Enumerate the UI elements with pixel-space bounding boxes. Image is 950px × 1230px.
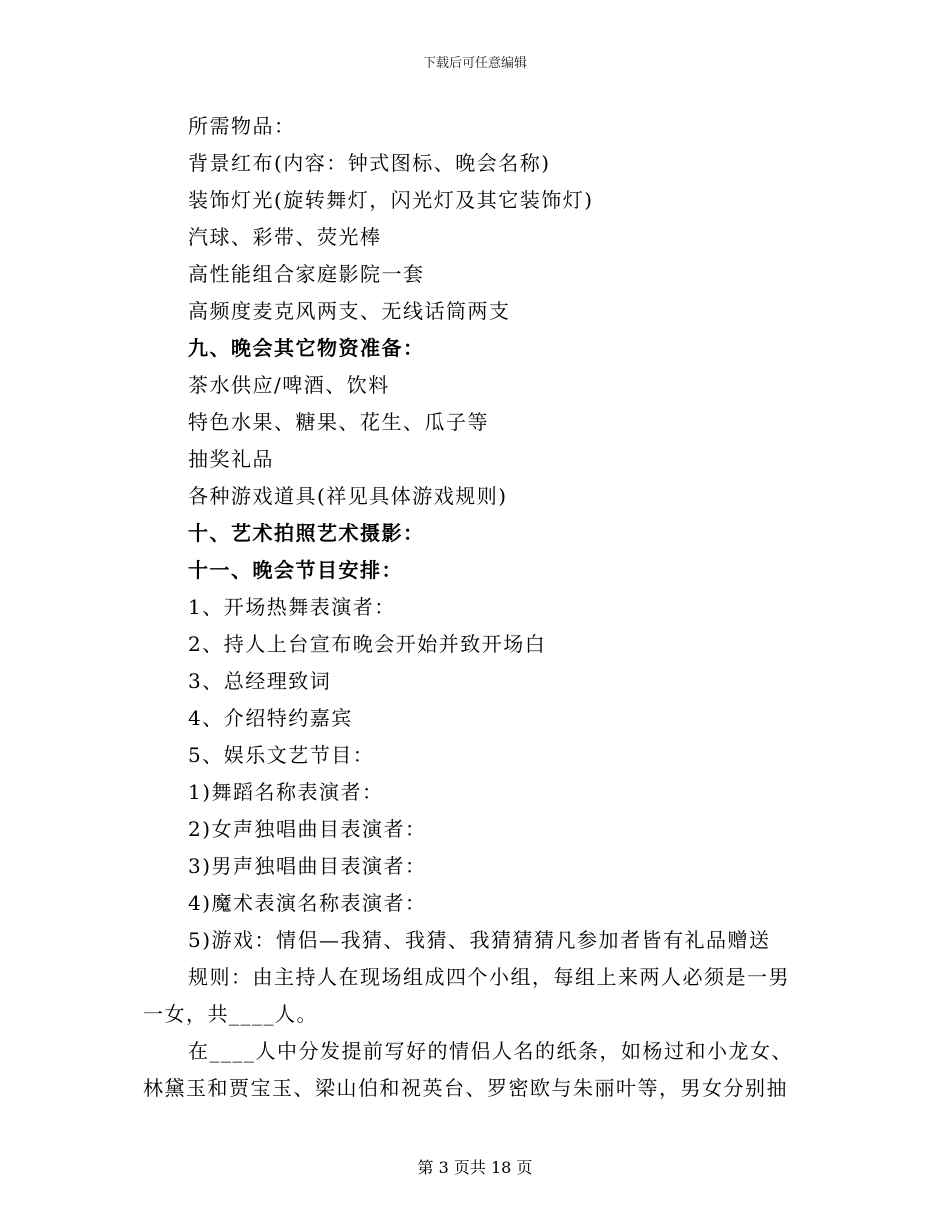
text-line: 一女，共____人。 bbox=[143, 1002, 318, 1026]
text-line: 5、娱乐文艺节目： bbox=[188, 743, 375, 767]
text-line: 2)女声独唱曲目表演者： bbox=[188, 817, 427, 841]
page-footer: 第 3 页共 18 页 bbox=[417, 1158, 533, 1177]
text-line: 高性能组合家庭影院一套 bbox=[188, 262, 425, 286]
text-line: 林黛玉和贾宝玉、梁山伯和祝英台、罗密欧与朱丽叶等，男女分别抽 bbox=[143, 1076, 788, 1100]
section-heading: 九、晚会其它物资准备： bbox=[188, 336, 425, 360]
text-line: 装饰灯光(旋转舞灯，闪光灯及其它装饰灯) bbox=[188, 188, 594, 212]
text-line: 4、介绍特约嘉宾 bbox=[188, 706, 353, 730]
text-line: 3)男声独唱曲目表演者： bbox=[188, 854, 427, 878]
text-line: 特色水果、糖果、花生、瓜子等 bbox=[188, 410, 489, 434]
text-line: 5)游戏：情侣—我猜、我猜、我猜猜猜凡参加者皆有礼品赠送 bbox=[188, 928, 771, 952]
section-heading: 十、艺术拍照艺术摄影： bbox=[188, 521, 425, 545]
text-line: 4)魔术表演名称表演者： bbox=[188, 891, 427, 915]
text-line: 高频度麦克风两支、无线话筒两支 bbox=[188, 299, 511, 323]
text-line: 所需物品： bbox=[188, 114, 296, 138]
text-line: 汽球、彩带、荧光棒 bbox=[188, 225, 382, 249]
page-header: 下载后可任意编辑 bbox=[422, 56, 527, 71]
text-line: 茶水供应/啤酒、饮料 bbox=[188, 373, 390, 397]
text-line: 2、持人上台宣布晚会开始并致开场白 bbox=[188, 632, 547, 656]
text-line: 背景红布(内容：钟式图标、晚会名称) bbox=[188, 151, 551, 175]
text-line: 1、开场热舞表演者： bbox=[188, 595, 396, 619]
text-line: 规则：由主持人在现场组成四个小组，每组上来两人必须是一男 bbox=[188, 965, 790, 989]
text-line: 1)舞蹈名称表演者： bbox=[188, 780, 384, 804]
text-line: 各种游戏道具(祥见具体游戏规则) bbox=[188, 484, 508, 508]
section-heading: 十一、晚会节目安排： bbox=[188, 558, 403, 582]
text-line: 抽奖礼品 bbox=[188, 447, 274, 471]
text-line: 在____人中分发提前写好的情侣人名的纸条，如杨过和小龙女、 bbox=[188, 1039, 793, 1063]
text-line: 3、总经理致词 bbox=[188, 669, 332, 693]
